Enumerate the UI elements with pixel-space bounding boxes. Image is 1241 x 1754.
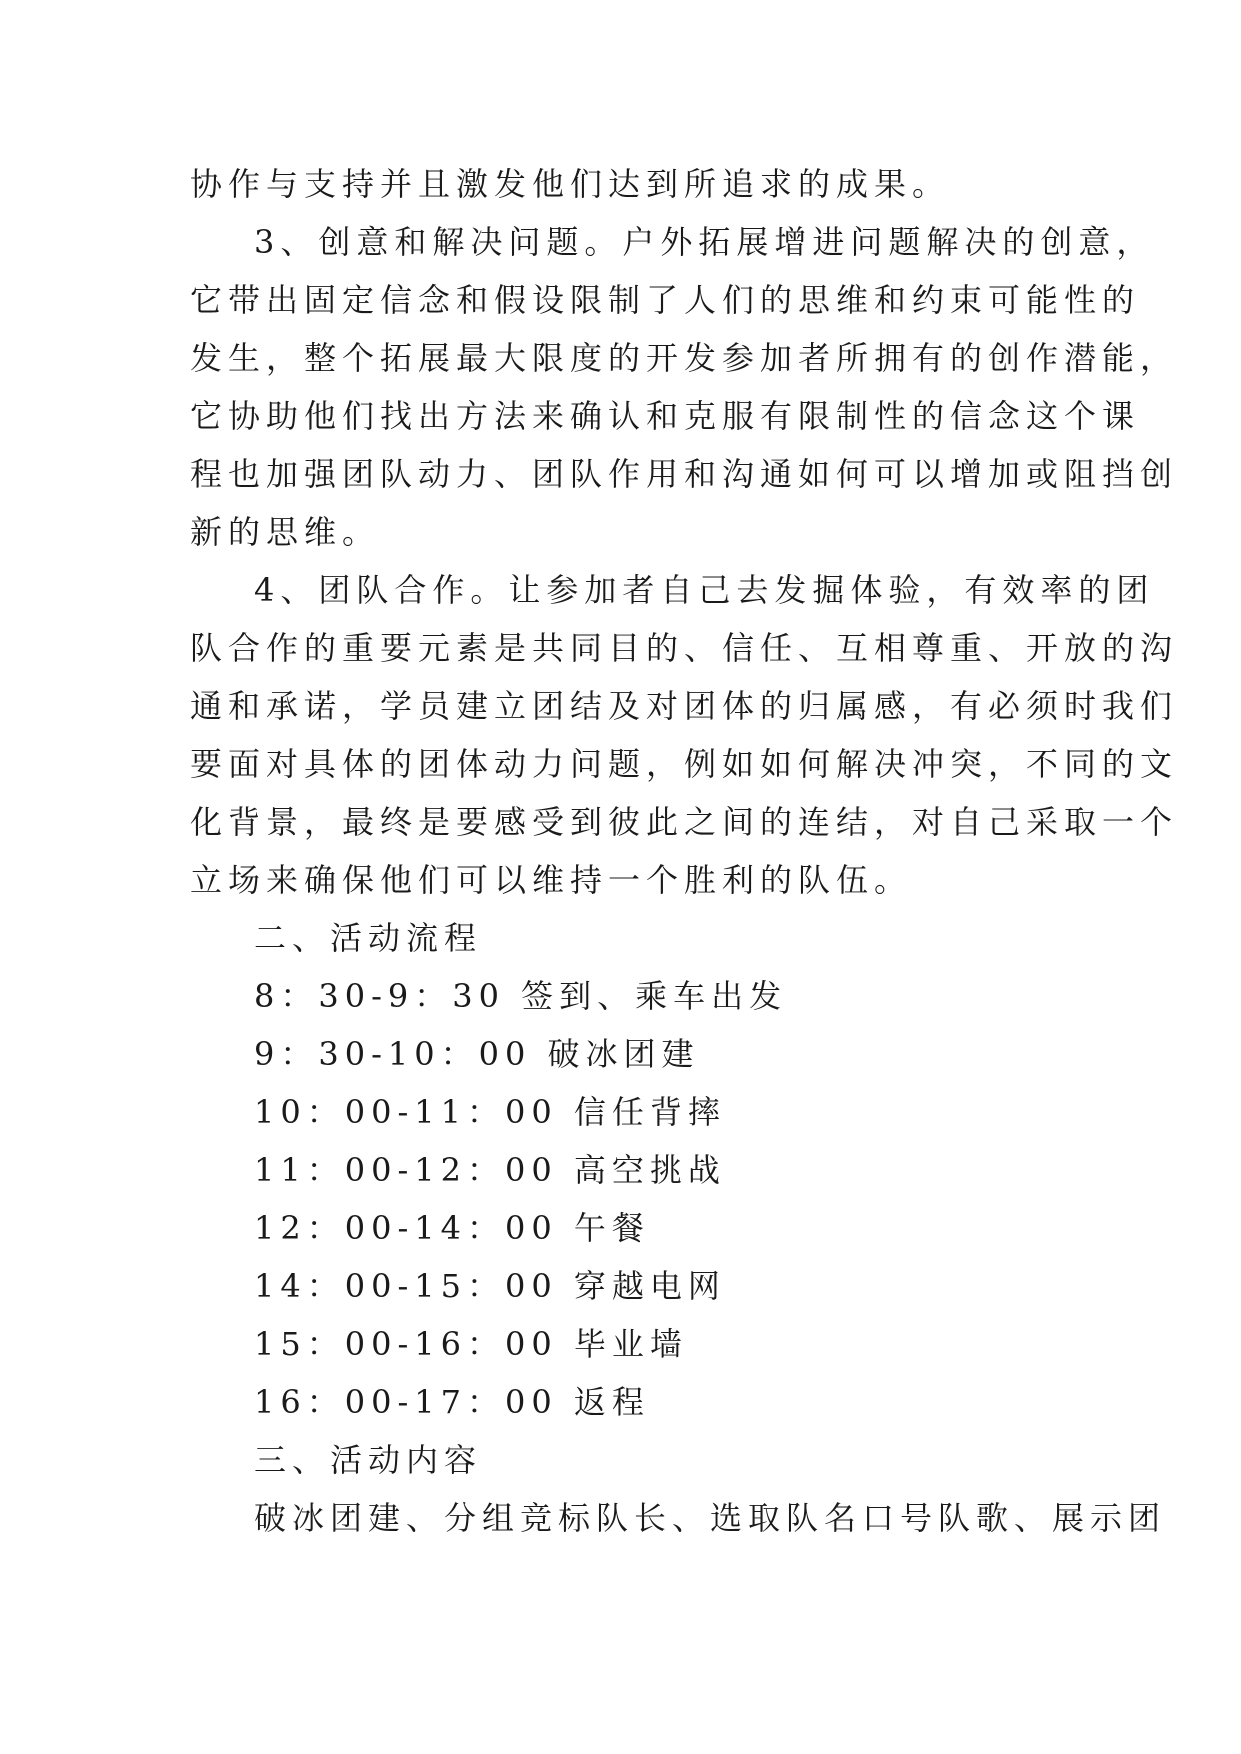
text-line: 队合作的重要元素是共同目的、信任、互相尊重、开放的沟 — [190, 629, 1179, 667]
section-heading-activity-content: 三、活动内容 — [254, 1441, 483, 1479]
document-body — [190, 155, 1179, 1547]
schedule-item: 10：00-11：00 信任背摔 — [254, 1093, 726, 1131]
schedule-item: 16：00-17：00 返程 — [254, 1383, 650, 1421]
schedule-item: 8：30-9：30 签到、乘车出发 — [254, 977, 788, 1015]
section-3-body-line: 破冰团建、分组竞标队长、选取队名口号队歌、展示团 — [254, 1499, 1167, 1537]
text-line: 新的思维。 — [190, 513, 381, 551]
schedule-item: 11：00-12：00 高空挑战 — [254, 1151, 726, 1189]
schedule-item: 9：30-10：00 破冰团建 — [254, 1035, 700, 1073]
text-line: 通和承诺，学员建立团结及对团体的归属感，有必须时我们 — [190, 687, 1179, 725]
text-line: 发生，整个拓展最大限度的开发参加者所拥有的创作潜能， — [190, 339, 1179, 377]
section-heading-activity-process: 二、活动流程 — [254, 919, 483, 957]
paragraph-3-creativity — [190, 213, 1179, 561]
schedule-item: 14：00-15：00 穿越电网 — [254, 1267, 726, 1305]
text-line: 3、创意和解决问题。户外拓展增进问题解决的创意， — [254, 223, 1155, 261]
text-line: 协作与支持并且激发他们达到所追求的成果。 — [190, 165, 951, 203]
text-line: 立场来确保他们可以维持一个胜利的队伍。 — [190, 861, 913, 899]
schedule-list — [190, 967, 1050, 1431]
schedule-item: 12：00-14：00 午餐 — [254, 1209, 650, 1247]
paragraph-4-teamwork — [190, 561, 1179, 909]
text-line: 程也加强团队动力、团队作用和沟通如何可以增加或阻挡创 — [190, 455, 1179, 493]
schedule-item: 15：00-16：00 毕业墙 — [254, 1325, 688, 1363]
text-line: 它协助他们找出方法来确认和克服有限制性的信念这个课 — [190, 397, 1141, 435]
text-line: 它带出固定信念和假设限制了人们的思维和约束可能性的 — [190, 281, 1141, 319]
paragraph-continued — [190, 155, 1050, 213]
text-line: 化背景，最终是要感受到彼此之间的连结，对自己采取一个 — [190, 803, 1179, 841]
text-line: 4、团队合作。让参加者自己去发掘体验，有效率的团 — [254, 571, 1155, 609]
text-line: 要面对具体的团体动力问题，例如如何解决冲突，不同的文 — [190, 745, 1179, 783]
